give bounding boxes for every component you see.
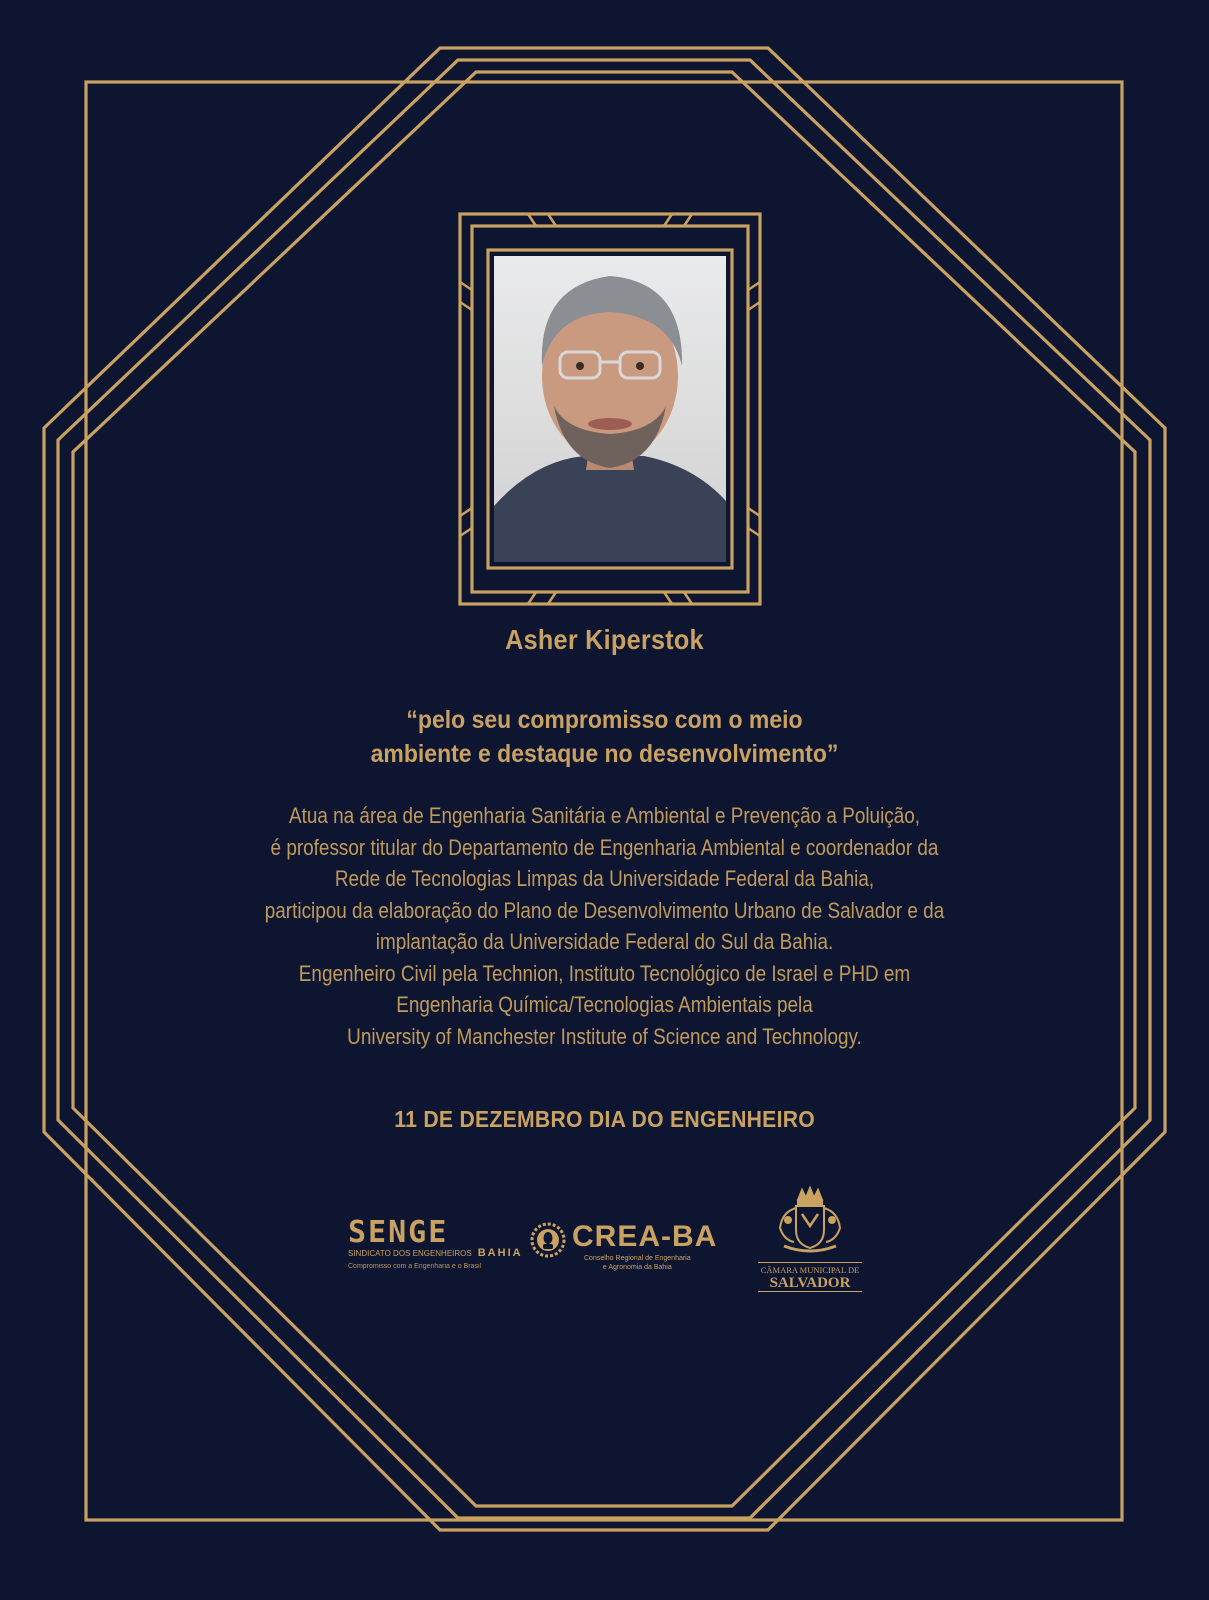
senge-subtitle (348, 1247, 523, 1259)
crea-subtitle-line: Conselho Regional de Engenharia (584, 1255, 691, 1262)
senge-tagline: Compromisso com a Engenharia e o Brasil (348, 1263, 482, 1270)
camara-municipal-logo (758, 1186, 862, 1296)
bio-line: University of Manchester Institute of Science and Technology. (347, 1023, 862, 1049)
bio-line: implantação da Universidade Federal do Sul da Bahia. (375, 929, 834, 954)
camara-line-2: SALVADOR (758, 1275, 862, 1292)
senge-region: BAHIA (477, 1247, 523, 1259)
bio-line: Engenheiro Civil pela Technion, Instituto Tecnológico de Israel e PHD em (298, 960, 911, 986)
crea-ba-logo (530, 1220, 730, 1280)
camara-line-1: CÂMARA MUNICIPAL DE (758, 1262, 862, 1275)
bio-line: participou da elaboração do Plano de Desenvolvimento Urbano de Salvador e da (264, 897, 945, 923)
quote-line: ambiente e destaque no desenvolvimento” (370, 740, 839, 768)
senge-wordmark: SENGE (348, 1215, 449, 1250)
bio-line: é professor titular do Departamento de Engenharia Ambiental e coordenador da (270, 834, 939, 860)
portrait-photo (494, 256, 726, 562)
senge-logo (348, 1215, 523, 1280)
portrait-image (494, 256, 726, 562)
biography (0, 800, 1209, 1052)
coat-of-arms-icon (774, 1186, 846, 1256)
bio-line: Atua na área de Engenharia Sanitária e Ambiental e Prevenção a Poluição, (288, 803, 921, 828)
crea-emblem-icon (530, 1222, 566, 1258)
crea-wordmark: CREA-BA (572, 1220, 718, 1253)
bio-line: Engenharia Química/Tecnologias Ambientais pela (396, 992, 813, 1017)
honoree-name: Asher Kiperstok (505, 624, 704, 655)
senge-subtitle-text: SINDICATO DOS ENGENHEIROS (348, 1249, 472, 1258)
quote-line: “pelo seu compromisso com o meio (406, 706, 803, 734)
date-line (0, 1106, 1209, 1133)
bio-line: Rede de Tecnologias Limpas da Universidade Federal da Bahia, (334, 866, 875, 891)
crea-subtitle (584, 1254, 691, 1272)
tribute-quote (0, 703, 1209, 771)
crea-subtitle-line: e Agronomia da Bahia (602, 1264, 672, 1271)
date-text: 11 DE DEZEMBRO DIA DO ENGENHEIRO (394, 1106, 815, 1132)
